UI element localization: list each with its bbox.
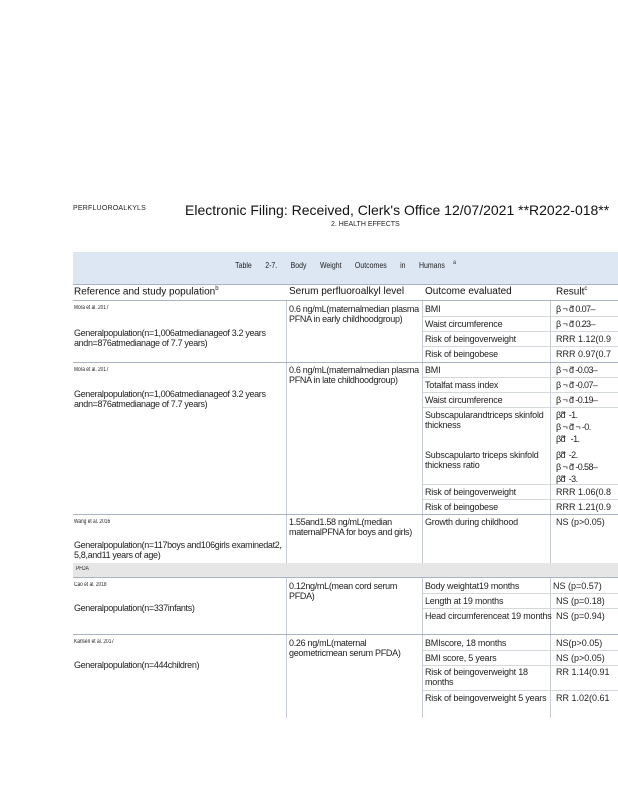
row-rule <box>423 593 618 594</box>
result-cell: NS(p>0.05) <box>556 638 603 648</box>
column-divider <box>286 578 287 718</box>
outcome-cell: Risk of beingobese <box>425 349 498 359</box>
study-reference: Cao et al. 2018 <box>74 582 107 588</box>
row-rule <box>423 346 618 347</box>
outcome-cell: BMIscore, 18 months <box>425 638 507 648</box>
row-rule <box>423 665 618 666</box>
result-cell: β ¬ đ̃ 0.07– <box>556 304 595 314</box>
result-cell: β̃đ̃ -1. <box>556 434 580 444</box>
result-cell: β ¬ đ̃ -0.03– <box>556 365 598 375</box>
result-cell: RR 1.14(0.91 <box>556 667 610 677</box>
row-rule <box>423 484 618 485</box>
header-serum: Serum perfluoroalkyl level <box>289 286 405 297</box>
row-rule <box>423 690 618 691</box>
outcome-cell: Risk of beingobese <box>425 502 498 512</box>
row-rule <box>423 407 618 408</box>
result-cell: RR 1.02(0.61 <box>556 693 610 703</box>
filing-banner: Electronic Filing: Received, Clerk's Office 12/07/2021 **R2022-018** <box>185 202 610 218</box>
outcome-cell: Totalfat mass index <box>425 380 499 390</box>
serum-level: 0.12ng/mL(mean cord serum PFDA) <box>289 581 398 601</box>
serum-level: 0.6 ng/mL(maternalmedian plasma PFNA in late childhoodgroup) <box>289 365 419 385</box>
result-cell: β̃đ̃ -2. <box>556 450 578 460</box>
header-top-rule <box>73 284 618 285</box>
table-title-bar <box>73 252 618 284</box>
column-divider <box>286 301 287 563</box>
outcome-cell: Body weightat19 months <box>425 581 520 591</box>
group-rule <box>73 634 618 635</box>
result-cell: β ¬ đ̃ -0.07– <box>556 380 598 390</box>
result-cell: β ¬ đ̃ -0.58– <box>556 462 598 472</box>
result-cell: RRR 1.21(0.9 <box>556 502 612 512</box>
header-outcome: Outcome evaluated <box>425 286 512 297</box>
pfda-section-bar <box>73 563 618 577</box>
serum-level: 0.26 ng/mL(maternal geometricmean serum PFDA) <box>289 638 401 658</box>
group-rule <box>73 577 618 578</box>
outcome-cell: Risk of beingoverweight 5 years <box>425 693 547 703</box>
section-heading: 2. HEALTH EFFECTS <box>331 221 400 228</box>
row-rule <box>423 316 618 317</box>
result-cell: RRR 0.97(0.7 <box>556 349 612 359</box>
study-population: Generalpopulation(n=444children) <box>74 660 200 670</box>
row-rule <box>423 331 618 332</box>
result-cell: NS (p>0.05) <box>556 517 605 527</box>
study-population: Generalpopulation(n=337infants) <box>74 603 195 613</box>
pfda-label: PFDA <box>76 566 89 572</box>
outcome-cell: Length at 19 months <box>425 596 504 606</box>
outcome-cell: Risk of beingoverweight <box>425 334 516 344</box>
outcome-cell: BMI <box>425 365 441 375</box>
result-cell: β ¬ đ̃ 0.23– <box>556 319 595 329</box>
outcome-cell: Waist circumference <box>425 319 503 329</box>
outcome-cell: Subscapularandtriceps skinfold thickness <box>425 410 544 430</box>
header-result: Result$^c$ <box>556 286 588 298</box>
result-cell: RRR 1.06(0.8 <box>556 487 612 497</box>
row-rule <box>423 650 618 651</box>
study-population: Generalpopulation(n=117boys and106girls examinedat2, 5,8,and11 years of age) <box>74 540 282 560</box>
row-rule <box>423 377 618 378</box>
study-population: Generalpopulation(n=1,006atmedianageof 3.2 years andn=876atmedianage of 7.7 years) <box>74 328 266 348</box>
table-title: Table 2-7. Body Weight Outcomes in Humans $^a$ <box>235 259 456 270</box>
header-bottom-rule <box>73 300 618 301</box>
study-reference: Karlsen et al. 2017 <box>74 639 115 645</box>
outcome-cell: BMI <box>425 304 441 314</box>
running-head: PERFLUOROALKYLS <box>73 205 147 212</box>
study-reference: Mora et al. 2017 <box>74 305 109 311</box>
group-rule <box>73 362 618 363</box>
outcome-cell: Subscapularto triceps skinfold thickness ratio <box>425 450 539 470</box>
column-divider <box>422 578 423 718</box>
serum-level: 0.6 ng/mL(maternalmedian plasma PFNA in early childhoodgroup) <box>289 304 419 324</box>
row-rule <box>423 392 618 393</box>
result-cell: RRR 1.12(0.9 <box>556 334 612 344</box>
result-cell: NS (p=0.94) <box>556 611 605 621</box>
outcome-cell: Head circumferenceat 19 months <box>425 611 552 621</box>
result-cell: NS (p=0.18) <box>556 596 605 606</box>
result-cell: NS (p=0.57) <box>553 581 602 591</box>
serum-level: 1.55and1.58 ng/mL(median maternalPFNA for boys and girls) <box>289 517 412 537</box>
group-rule <box>73 514 618 515</box>
outcome-cell: Risk of beingoverweight <box>425 487 516 497</box>
row-rule <box>423 608 618 609</box>
outcome-cell: Growth during childhood <box>425 517 518 527</box>
outcome-cell: Risk of beingoverweight 18 months <box>425 667 528 687</box>
study-reference: Wang et al. 2016 <box>74 519 111 525</box>
row-rule <box>423 499 618 500</box>
result-cell: β̃đ̃ -1. <box>556 410 578 420</box>
column-divider <box>422 301 423 563</box>
outcome-cell: Waist circumference <box>425 395 503 405</box>
result-cell: β ¬ đ̃ -0.19– <box>556 395 598 405</box>
study-population: Generalpopulation(n=1,006atmedianageof 3.2 years andn=876atmedianage of 7.7 years) <box>74 389 266 409</box>
header-reference: Reference and study population$^b$ <box>74 286 219 298</box>
result-cell: β̃đ̃ -3. <box>556 474 578 484</box>
outcome-cell: BMI score, 5 years <box>425 653 497 663</box>
result-cell: NS (p>0.05) <box>556 653 605 663</box>
study-reference: Mora et al. 2017 <box>74 367 109 373</box>
result-cell: β ¬ đ̃ ¬ -0. <box>556 422 591 432</box>
